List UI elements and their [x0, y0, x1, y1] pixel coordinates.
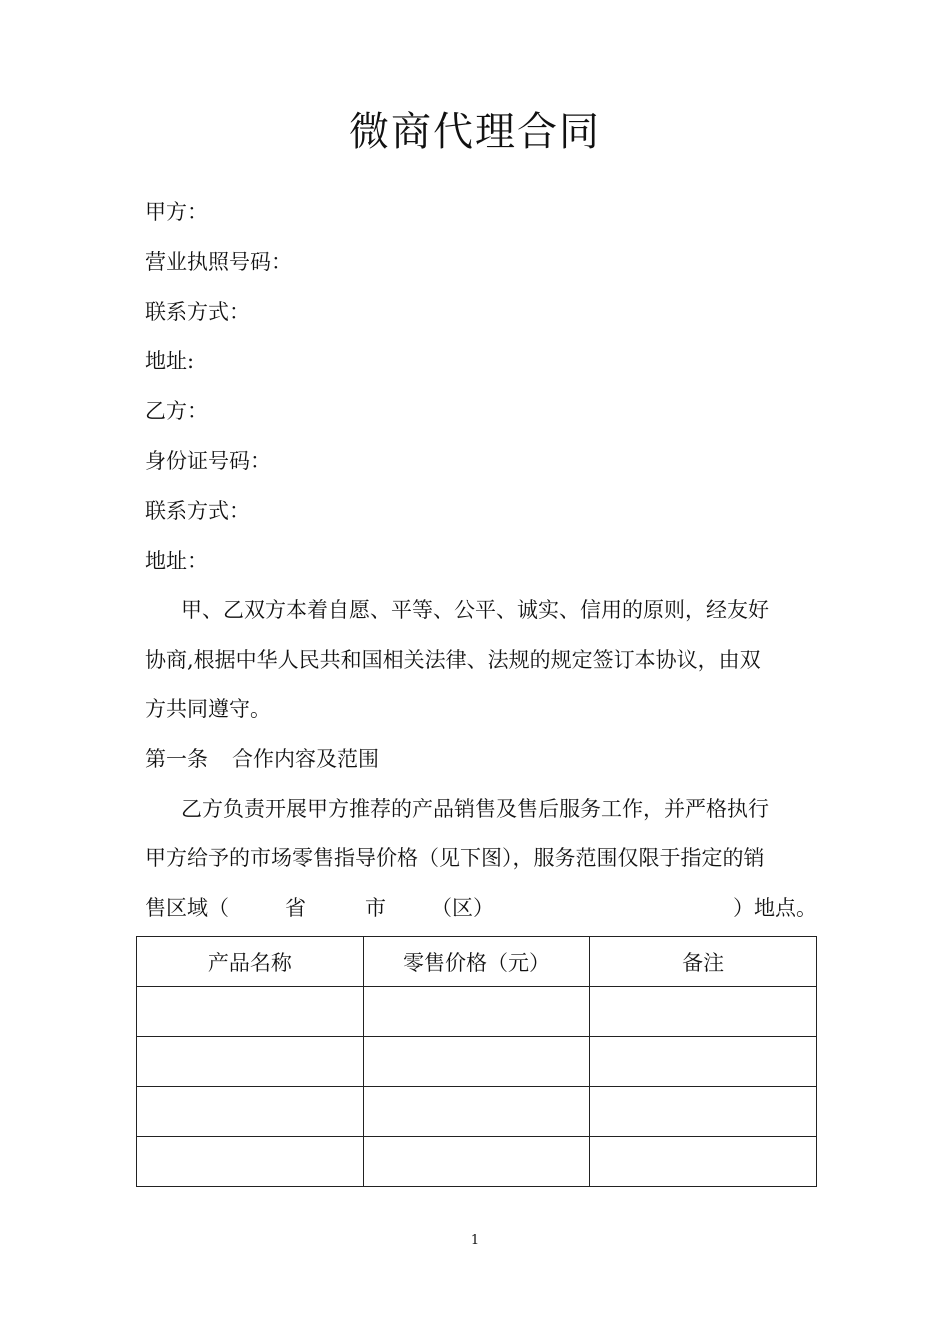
table-row: [137, 1137, 817, 1187]
column-header-remarks: 备注: [590, 937, 817, 987]
table-cell: [363, 1037, 590, 1087]
table-cell: [363, 1137, 590, 1187]
table-cell: [137, 1037, 364, 1087]
table-cell: [137, 987, 364, 1037]
table-row: [137, 987, 817, 1037]
intro-line-2: 协商,根据中华人民共和国相关法律、法规的规定签订本协议，由双: [145, 648, 761, 672]
party-b-id-label: 身份证号码：: [145, 449, 271, 473]
table-header-row: [137, 937, 817, 987]
table-cell: [590, 987, 817, 1037]
party-a-license-label: 营业执照号码：: [145, 250, 292, 274]
party-a-contact-label: 联系方式：: [145, 300, 250, 324]
article-1-line-1-text: 乙方负责开展甲方推荐的产品销售及售后服务工作，并严格执行: [181, 797, 769, 821]
table-row: [137, 1037, 817, 1087]
table-cell: [590, 1137, 817, 1187]
table-cell: [590, 1087, 817, 1137]
article-1-title: 合作内容及范围: [232, 747, 379, 771]
document-title: 微商代理合同: [349, 109, 601, 155]
party-a-name-label: 甲方：: [145, 200, 208, 224]
article-1-line-1: [145, 794, 810, 824]
region-province: 省: [285, 896, 306, 920]
party-a-address-label: 地址:: [145, 349, 195, 373]
intro-line-3: 方共同遵守。: [145, 697, 271, 721]
column-header-product-name: 产品名称: [137, 937, 364, 987]
column-header-retail-price: 零售价格（元）: [363, 937, 590, 987]
table-cell: [137, 1087, 364, 1137]
region-prefix: 售区域（: [145, 896, 229, 920]
table-cell: [363, 1087, 590, 1137]
article-1-number: 第一条: [145, 747, 208, 771]
table-row: [137, 1087, 817, 1137]
product-price-table: [136, 936, 817, 1187]
table-cell: [137, 1137, 364, 1187]
intro-line-1: [145, 595, 810, 625]
region-city: 市: [365, 896, 386, 920]
article-1-heading: [145, 744, 810, 774]
party-b-contact-label: 联系方式：: [145, 499, 250, 523]
page-number: 1: [470, 1233, 480, 1248]
region-suffix: ）地点。: [733, 896, 817, 920]
region-district: （区）: [431, 896, 494, 920]
article-1-line-2: 甲方给予的市场零售指导价格（见下图），服务范围仅限于指定的销: [145, 846, 765, 870]
intro-line-1-text: 甲、乙双方本着自愿、平等、公平、诚实、信用的原则，经友好: [181, 598, 769, 622]
party-b-name-label: 乙方：: [145, 399, 208, 423]
party-b-address-label: 地址：: [145, 549, 208, 573]
table-cell: [590, 1037, 817, 1087]
table-cell: [363, 987, 590, 1037]
